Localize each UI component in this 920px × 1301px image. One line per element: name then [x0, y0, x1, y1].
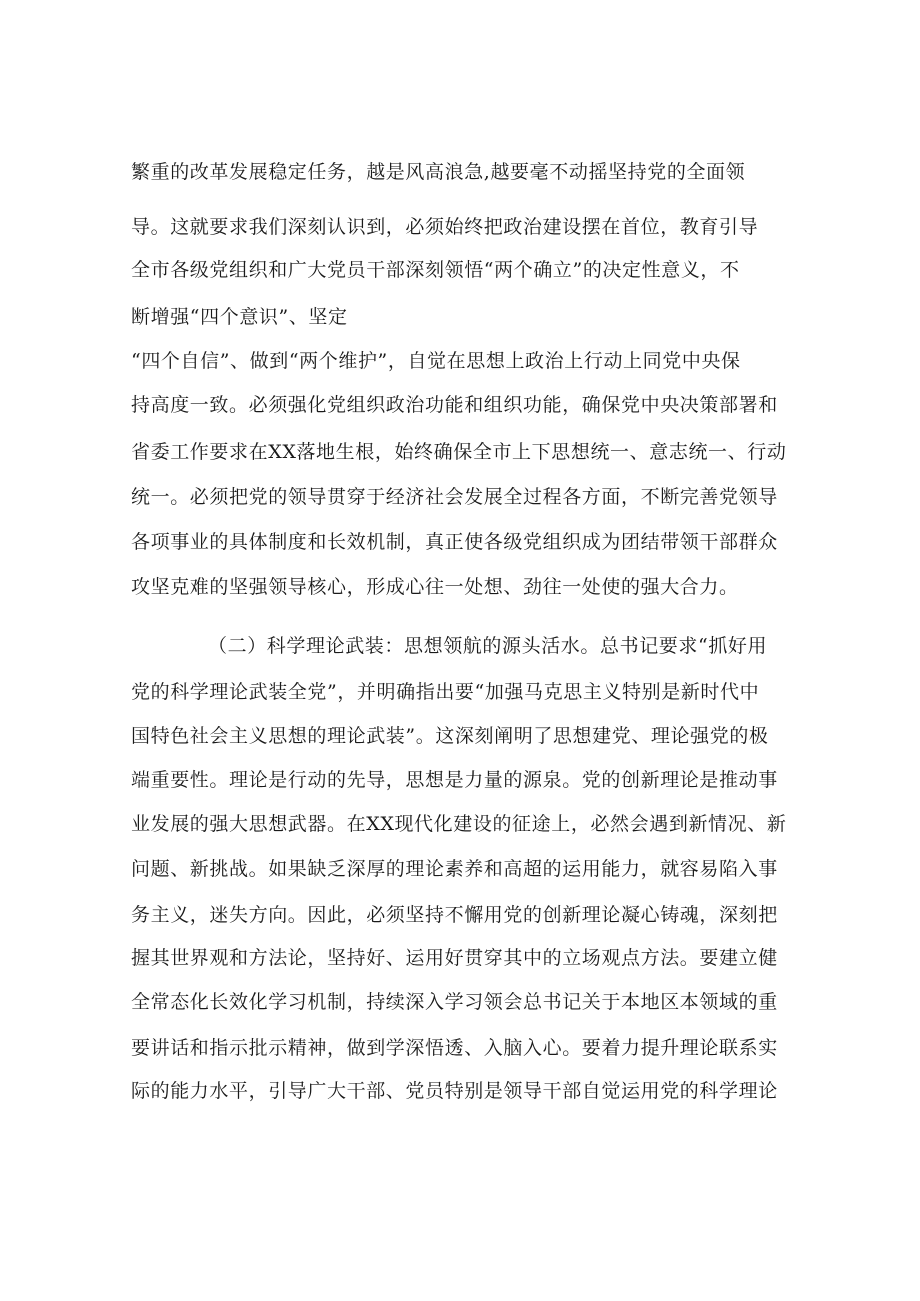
text-line: 务主义，迷失方向。因此，必须坚持不懈用党的创新理论凝心铸魂，深刻把 — [131, 904, 778, 926]
text-line: 业发展的强大思想武器。在XX现代化建设的征途上，必然会遇到新情况、新 — [131, 813, 787, 835]
text-line: 端重要性。理论是行动的先导，思想是力量的源泉。党的创新理论是推动事 — [131, 769, 778, 791]
text-line: 导。这就要求我们深刻认识到，必须始终把政治建设摆在首位，教育引导 — [131, 216, 759, 238]
text-line: 省委工作要求在XX落地生根，始终确保全市上下思想统一、意志统一、行动 — [131, 441, 787, 463]
text-line: 要讲话和指示批示精神，做到学深悟透、入脑入心。要着力提升理论联系实 — [131, 1037, 778, 1059]
text-line: 国特色社会主义思想的理论武装”。这深刻阐明了思想建党、理论强党的极 — [131, 725, 769, 747]
text-line: 统一。必须把党的领导贯穿于经济社会发展全过程各方面，不断完善党领导 — [131, 486, 778, 508]
text-line: 党的科学理论武装全党”，并明确指出要“加强马克思主义特别是新时代中 — [131, 681, 760, 703]
text-line: 握其世界观和方法论，坚持好、运用好贯穿其中的立场观点方法。要建立健 — [131, 947, 778, 969]
text-line: “四个自信”、做到“两个维护”，自觉在思想上政治上行动上同党中央保 — [131, 350, 741, 372]
text-line: 断增强“四个意识”、坚定 — [131, 306, 348, 328]
text-line: 问题、新挑战。如果缺乏深厚的理论素养和高超的运用能力，就容易陷入事 — [131, 858, 778, 880]
text-line: 全市各级党组织和广大党员干部深刻领悟“两个确立”的决定性意义，不 — [131, 259, 740, 281]
text-line: 持高度一致。必须强化党组织政治功能和组织功能，确保党中央决策部署和 — [131, 394, 778, 416]
section-heading-line: （二）科学理论武装：思想领航的源头活水。总书记要求“抓好用 — [208, 635, 768, 657]
text-line: 际的能力水平，引导广大干部、党员特别是领导干部自觉运用党的科学理论 — [131, 1080, 778, 1102]
text-line: 繁重的改革发展稳定任务，越是风高浪急,越要毫不动摇坚持党的全面领 — [131, 161, 746, 183]
text-line: 全常态化长效化学习机制，持续深入学习领会总书记关于本地区本领域的重 — [131, 991, 778, 1013]
text-line: 攻坚克难的坚强领导核心，形成心往一处想、劲往一处使的强大合力。 — [131, 576, 739, 598]
text-line: 各项事业的具体制度和长效机制，真正使各级党组织成为团结带领干部群众 — [131, 531, 778, 553]
